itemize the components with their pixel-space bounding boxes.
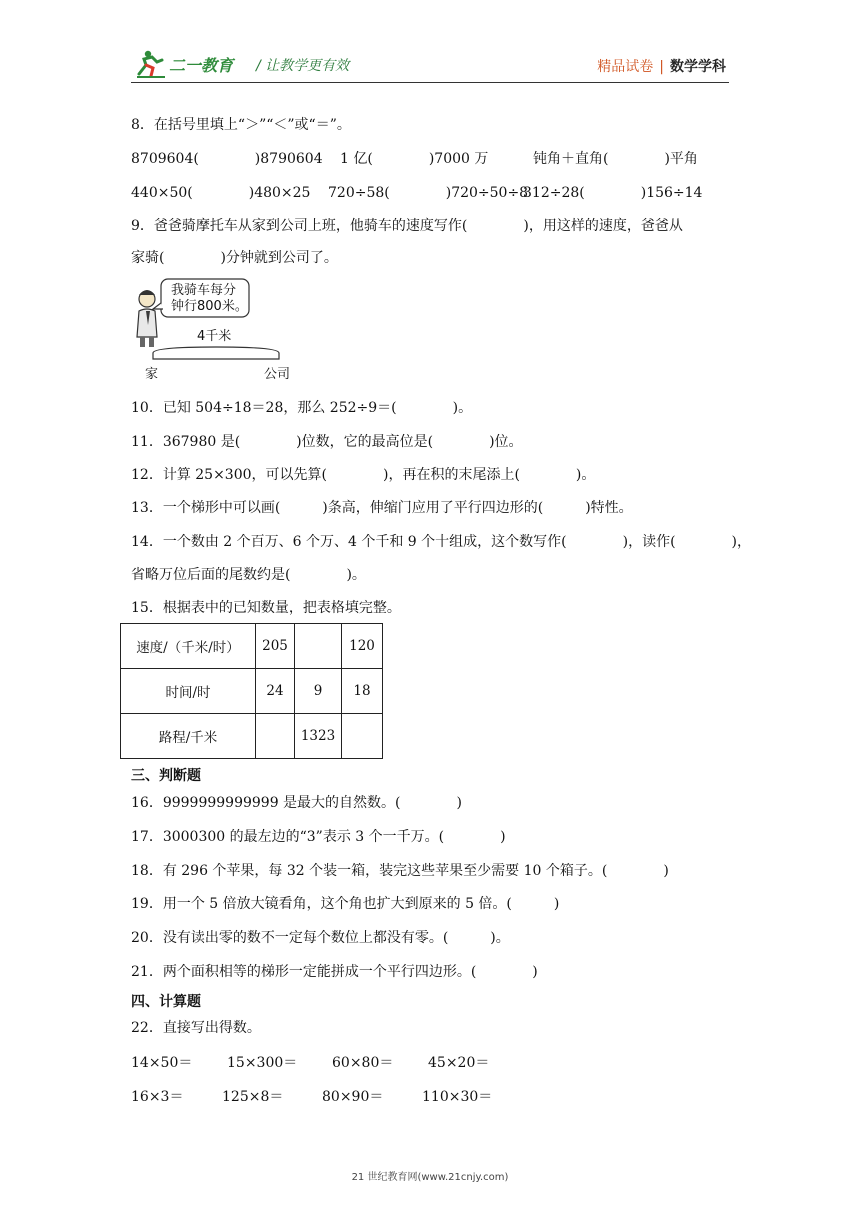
table-row — [121, 624, 383, 669]
header-slogan: / 让教学更有效 — [256, 58, 350, 74]
q9-line2: 家骑( )分钟就到公司了。 — [131, 250, 338, 266]
question-14: 14．一个数由 2 个百万、6 个万、4 个千和 9 个十组成，这个数写作( )，读作( )， — [131, 534, 751, 550]
table-cell: 120 — [342, 624, 383, 669]
speed-table — [120, 623, 383, 759]
distance-label: 4千米 — [197, 329, 232, 344]
bubble-line: 钟行800米。 — [171, 299, 248, 314]
q8-item: 8709604( )8790604 — [131, 151, 323, 167]
calc-item: 60×80＝ — [332, 1055, 394, 1071]
calc-item: 125×8＝ — [222, 1089, 284, 1105]
table-cell: 速度/（千米/时） — [121, 624, 256, 669]
section-4-heading: 四、计算题 — [131, 994, 201, 1010]
q8-item: 1 亿( )7000 万 — [340, 151, 489, 167]
question-20: 20．没有读出零的数不一定每个数位上都没有零。( )。 — [131, 930, 510, 946]
question-19: 19．用一个 5 倍放大镜看角，这个角也扩大到原来的 5 倍。( ) — [131, 896, 560, 912]
header-separator: | — [659, 59, 664, 75]
table-row — [121, 669, 383, 714]
table-cell: 路程/千米 — [121, 714, 256, 759]
header-brand: 精品试卷 — [597, 59, 654, 75]
section-3-heading: 三、判断题 — [131, 768, 201, 784]
q8-item: 440×50( )480×25 — [131, 185, 311, 201]
calc-item: 110×30＝ — [422, 1089, 493, 1105]
question-17: 17．3000300 的最左边的“3”表示 3 个一千万。( ) — [131, 829, 506, 845]
question-18: 18．有 296 个苹果，每 32 个装一箱，装完这些苹果至少需要 10 个箱子。( ) — [131, 863, 669, 879]
table-cell: 时间/时 — [121, 669, 256, 714]
question-15: 15．根据表中的已知数量，把表格填完整。 — [131, 600, 401, 616]
header-right — [597, 56, 726, 76]
table-cell: 205 — [256, 624, 295, 669]
question-14-cont: 省略万位后面的尾数约是( )。 — [131, 567, 366, 583]
q8-item: 720÷58( )720÷50÷8 — [328, 185, 529, 201]
calc-item: 45×20＝ — [428, 1055, 490, 1071]
calc-item: 15×300＝ — [227, 1055, 298, 1071]
question-11: 11．367980 是( )位数，它的最高位是( )位。 — [131, 434, 523, 450]
question-13: 13．一个梯形中可以画( )条高，伸缩门应用了平行四边形的( )特性。 — [131, 500, 633, 516]
question-22: 22．直接写出得数。 — [131, 1020, 261, 1036]
calc-item: 80×90＝ — [322, 1089, 384, 1105]
logo — [135, 48, 243, 80]
page-footer: 21 世纪教育网(www.21cnjy.com) — [351, 1172, 509, 1183]
company-label: 公司 — [264, 367, 291, 382]
logo-text: 二一教育 — [169, 56, 234, 75]
speech-bubble — [171, 283, 248, 315]
table-cell: 9 — [295, 669, 342, 714]
q9-illustration — [131, 275, 301, 385]
question-21: 21．两个面积相等的梯形一定能拼成一个平行四边形。( ) — [131, 964, 538, 980]
calc-item: 16×3＝ — [131, 1089, 184, 1105]
header-divider — [131, 82, 729, 83]
table-cell — [256, 714, 295, 759]
home-label: 家 — [145, 367, 159, 382]
table-row — [121, 714, 383, 759]
calc-item: 14×50＝ — [131, 1055, 193, 1071]
q8-item: 钝角＋直角( )平角 — [533, 151, 698, 167]
table-cell: 18 — [342, 669, 383, 714]
table-cell: 1323 — [295, 714, 342, 759]
table-cell — [295, 624, 342, 669]
table-cell — [342, 714, 383, 759]
q8-title: 8．在括号里填上“＞”“＜”或“＝”。 — [131, 117, 351, 133]
question-10: 10．已知 504÷18＝28，那么 252÷9＝( )。 — [131, 400, 473, 416]
q8-item: 312÷28( )156÷14 — [523, 185, 703, 201]
question-12: 12．计算 25×300，可以先算( )，再在积的末尾添上( )。 — [131, 467, 596, 483]
table-cell: 24 — [256, 669, 295, 714]
header-subject: 数学学科 — [670, 59, 726, 75]
bubble-line: 我骑车每分 — [171, 283, 237, 298]
question-16: 16．9999999999999 是最大的自然数。( ) — [131, 795, 462, 811]
q9-line1: 9．爸爸骑摩托车从家到公司上班，他骑车的速度写作( )，用这样的速度，爸爸从 — [131, 218, 683, 234]
